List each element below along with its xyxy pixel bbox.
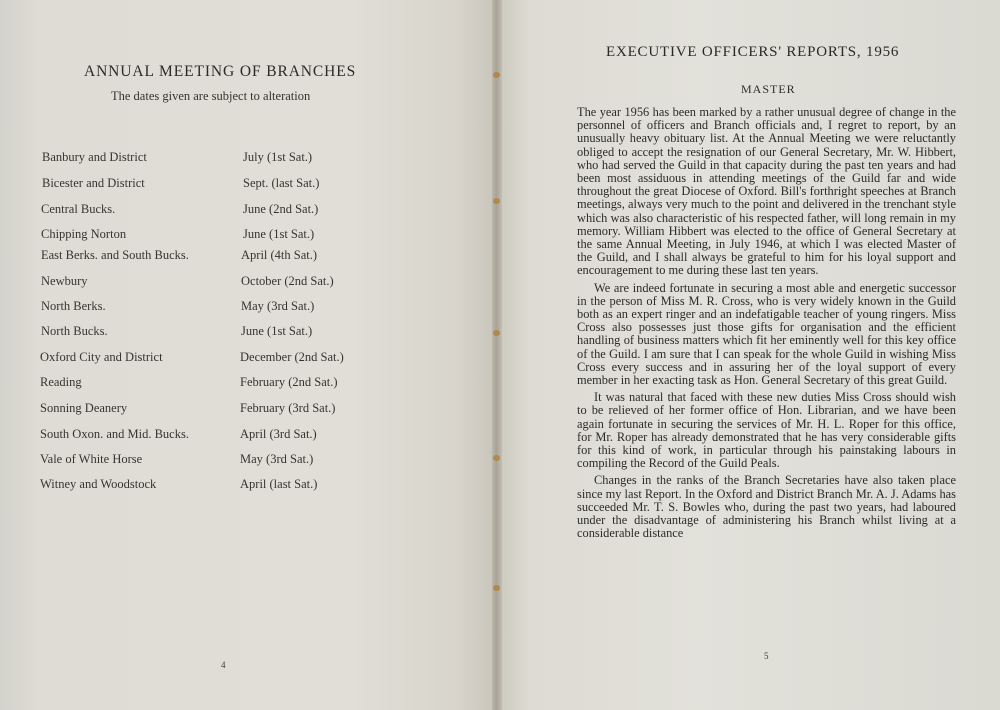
branch-name: Witney and Woodstock [40,477,157,491]
branch-name: Bicester and District [42,176,145,190]
master-report [577,106,956,545]
binding-stitch [493,585,500,591]
branch-meeting-date: April (4th Sat.) [241,248,318,262]
branch-meeting-date: May (3rd Sat.) [240,452,314,466]
branch-name: North Berks. [41,299,106,313]
branch-meeting-date: June (2nd Sat.) [243,202,319,216]
branch-row [0,274,495,292]
branch-name: Newbury [41,274,88,288]
report-paragraph: The year 1956 has been marked by a rather unusual degree of change in the personnel of officers and Branch officials and, I regret to report, by an unusually heavy obituary list. At the Annual Meeting we were reluctantly obliged to accept the resignation of our General Secretary, Mr. W. Hibbert, who had served the Guild in that capacity during the past ten years and had been most assiduous in attending meetings of the Guild far and wide throughout the great Diocese of Oxford. Bill's forthright speeches at Branch meetings, always very much to the point and delivered in the trenchant style which was also characteristic of his respected father, will long remain in my memory. William Hibbert was elected to the office of General Secretary at the same Annual Meeting, in July 1946, at which I was elected Master of the Guild, and I shall always be grateful to him for his loyal support and encouragement to me during these last ten years. [577,105,956,278]
branch-row [0,227,495,245]
branch-meeting-date: April (3rd Sat.) [240,427,317,441]
branch-meeting-date: May (3rd Sat.) [241,299,315,313]
branch-row [0,375,495,393]
branch-meeting-date: December (2nd Sat.) [240,350,344,364]
branch-meeting-date: February (3rd Sat.) [240,401,336,415]
branch-row [0,299,495,317]
branch-row [0,477,495,495]
reports-title: EXECUTIVE OFFICERS' REPORTS, 1956 [606,44,900,60]
branch-name: Reading [40,375,82,389]
branch-meeting-date: Sept. (last Sat.) [243,176,320,190]
branch-row [0,452,495,470]
branch-row [0,427,495,445]
branch-row [0,350,495,368]
branch-row [0,248,495,266]
branch-name: Vale of White Horse [40,452,143,466]
page-number-left: 4 [221,660,226,670]
branch-meeting-date: July (1st Sat.) [243,150,313,164]
page-number-right: 5 [764,651,769,661]
branch-meeting-date: June (1st Sat.) [241,324,313,338]
branch-name: Central Bucks. [41,202,116,216]
branch-row [0,324,495,342]
branch-name: South Oxon. and Mid. Bucks. [40,427,189,441]
branch-row [0,176,495,194]
branch-meeting-date: February (2nd Sat.) [240,375,338,389]
branch-name: North Bucks. [41,324,108,338]
branch-meeting-date: June (1st Sat.) [243,227,315,241]
section-heading-master: MASTER [741,82,796,96]
binding-stitch [493,72,500,78]
branch-row [0,202,495,220]
branches-heading: ANNUAL MEETING OF BRANCHES [84,63,357,80]
report-paragraph: Changes in the ranks of the Branch Secretaries have also taken place since my last Report. In the Oxford and District Branch Mr. A. J. Adams has succeeded Mr. T. S. Bowles who, during the past two years, had laboured under the disadvantage of administering his Branch whilst living at a considerable distance [577,473,956,541]
branch-name: Banbury and District [42,150,147,164]
branch-name: Oxford City and District [40,350,163,364]
branch-row [0,401,495,419]
branch-meeting-date: October (2nd Sat.) [241,274,334,288]
branches-subheading: The dates given are subject to alteration [111,89,311,103]
branch-name: Sonning Deanery [40,401,128,415]
report-paragraph: We are indeed fortunate in securing a most able and energetic successor in the person of Miss M. R. Cross, who is very widely known in the Guild both as an expert ringer and an indefatigable teacher of young ringers. Miss Cross also possesses just those gifts for organisation and the efficient handling of business matters which fit her eminently well for this key office of the Guild. I am sure that I can speak for the whole Guild in wishing Miss Cross every success and in assuring her of the loyal support of every member in her exacting task as Hon. General Secretary of this great Guild. [577,280,956,388]
report-paragraph: It was natural that faced with these new duties Miss Cross should wish to be relieved of her former office of Hon. Librarian, and we have been again fortunate in securing the services of Mr. H. L. Roper for this office, for Mr. Roper has already demonstrated that he has very considerable gifts for this kind of work, in particular through his painstaking labours in compiling the Record of the Guild Peals. [577,390,956,471]
branch-name: Chipping Norton [41,227,127,241]
branch-row [0,150,495,168]
branch-meeting-date: April (last Sat.) [240,477,318,491]
branch-name: East Berks. and South Bucks. [41,248,189,262]
